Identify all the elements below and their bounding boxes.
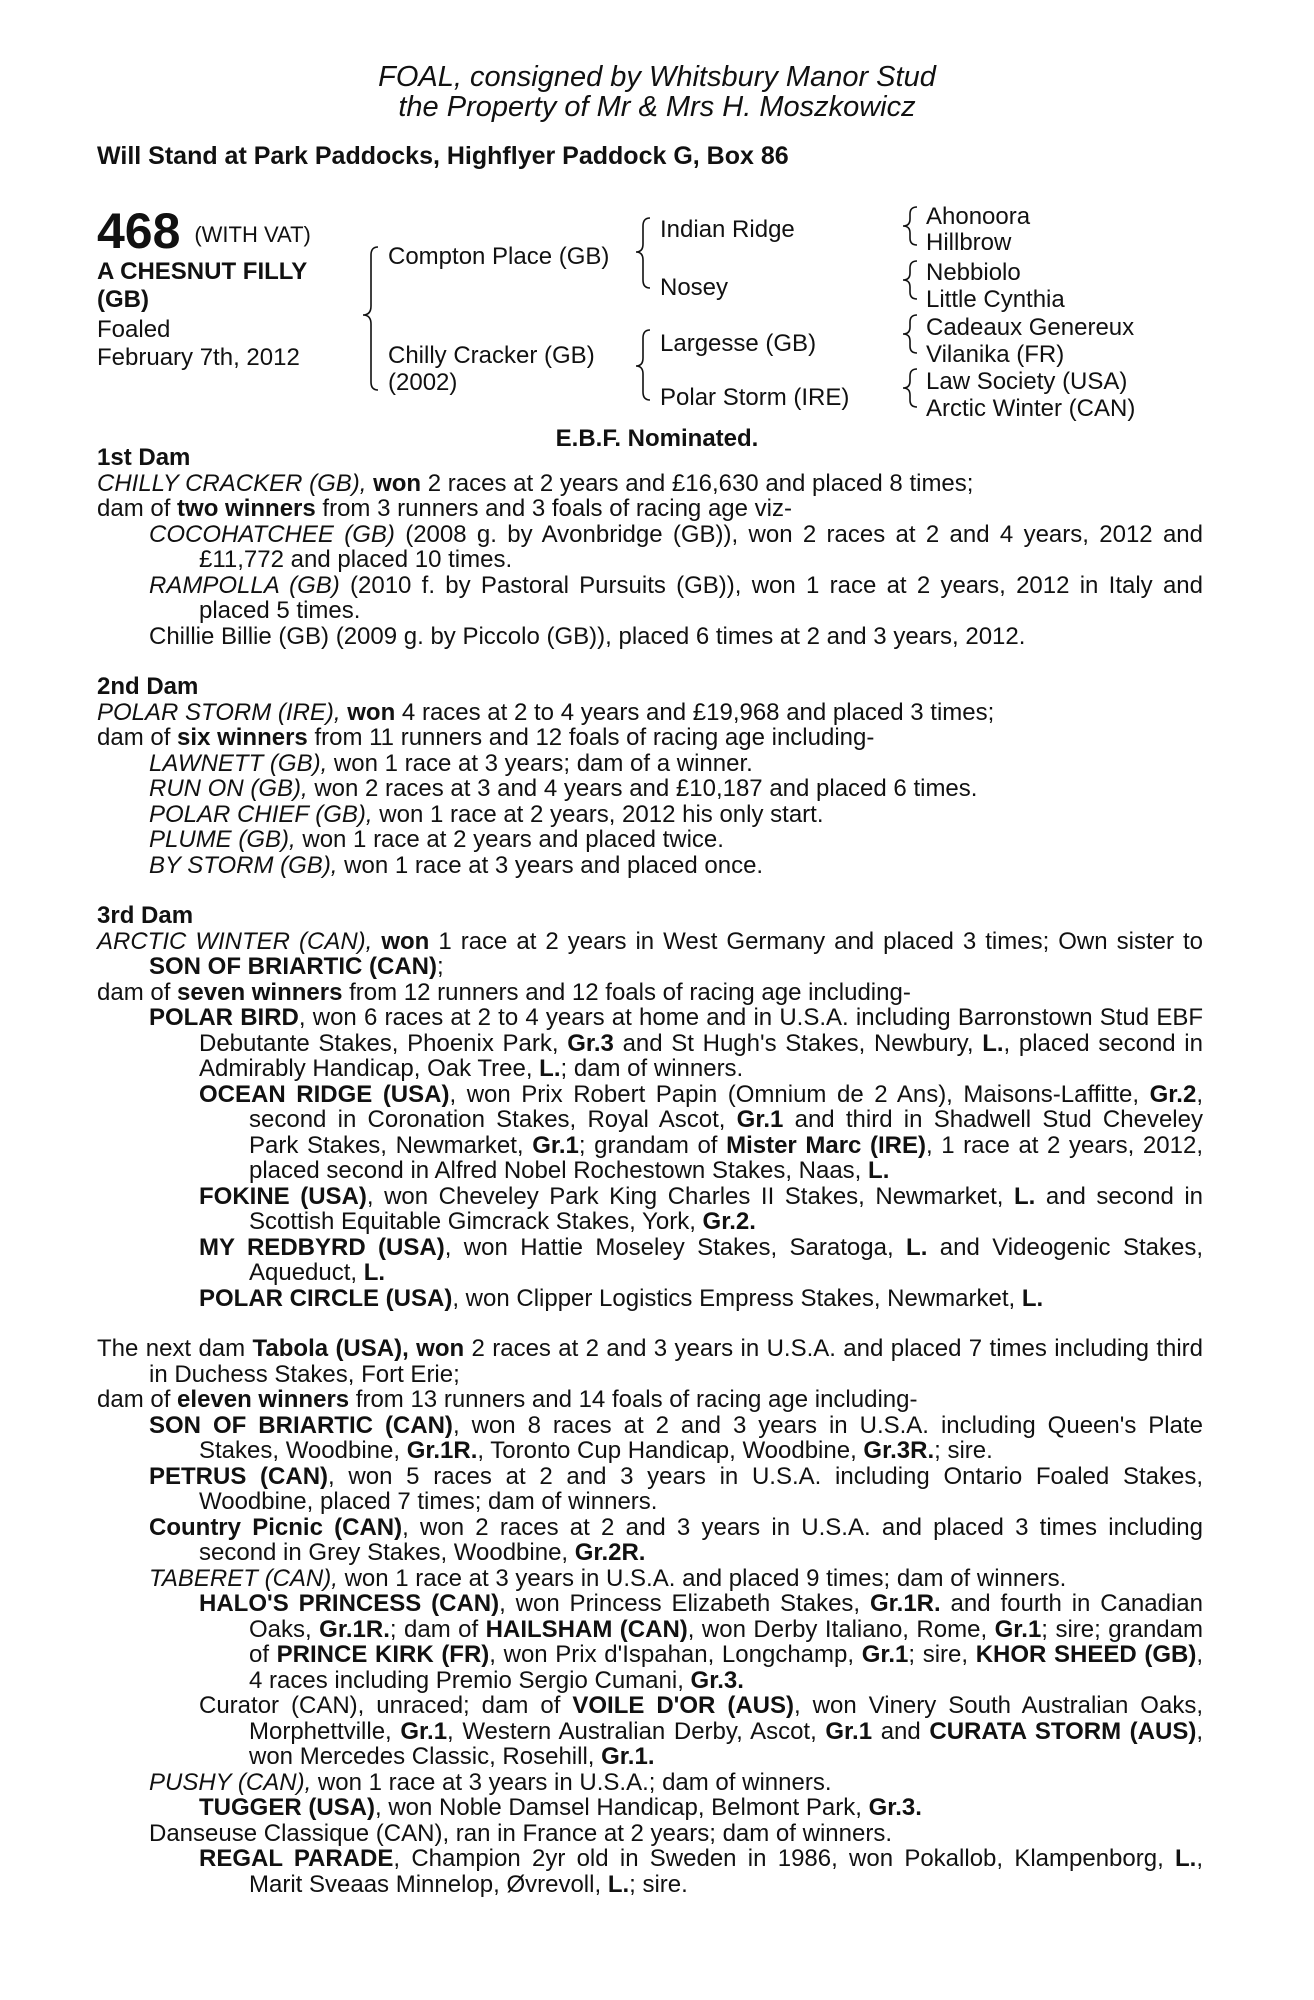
dam-sire: Largesse (GB) bbox=[660, 330, 817, 357]
vat-note: (WITH VAT) bbox=[194, 221, 311, 247]
produce-tugger: TUGGER (USA), won Noble Damsel Handicap, Belmont Park, Gr.3. bbox=[199, 1794, 922, 1821]
ggp-7: Law Society (USA) bbox=[926, 368, 1128, 395]
produce-halos-princess: HALO'S PRINCESS (CAN), won Princess Elizabeth Stakes, Gr.1R. and fourth in Canadian Oaks, Gr.1R.; dam of HAILSHAM (CAN), won Derby Italiano, Rome, Gr.1; sire; grandam of PRINCE KIRK (FR), won Prix d'Ispahan, Longchamp, Gr.1; sire, KHOR SHEED (GB), 4 races including Premio Sergio Cumani, Gr.3. bbox=[199, 1590, 1204, 1694]
produce-lawnett: LAWNETT (GB), won 1 race at 3 years; dam of a winner. bbox=[149, 749, 753, 777]
ggp-3: Nebbiolo bbox=[926, 259, 1021, 286]
produce-pushy: PUSHY (CAN), won 1 race at 3 years in U.S.A.; dam of winners. bbox=[149, 1768, 832, 1796]
produce-fokine: FOKINE (USA), won Cheveley Park King Charles II Stakes, Newmarket, L. and second in Scottish Equitable Gimcrack Stakes, York, Gr.2. bbox=[199, 1182, 1204, 1235]
first-dam-heading: 1st Dam bbox=[97, 444, 191, 471]
produce-plume: PLUME (GB), won 1 race at 2 years and placed twice. bbox=[149, 826, 724, 853]
dam: Chilly Cracker (GB) bbox=[388, 342, 595, 369]
produce-rampolla: RAMPOLLA (GB) (2010 f. by Pastoral Pursuits (GB)), won 1 race at 2 years, 2012 in Italy and placed 5 times. bbox=[149, 571, 1203, 624]
ebf-nominated: E.B.F. Nominated. bbox=[555, 425, 759, 452]
ggp-8: Arctic Winter (CAN) bbox=[926, 395, 1136, 422]
horse-description: A CHESNUT FILLY (GB) bbox=[97, 258, 308, 313]
third-dam-record: ARCTIC WINTER (CAN), won 1 race at 2 years in West Germany and placed 3 times; Own sister to SON OF BRIARTIC (CAN); bbox=[97, 927, 1203, 980]
foaled-info: Foaled February 7th, 2012 bbox=[97, 316, 300, 371]
first-dam-produce: dam of two winners from 3 runners and 3 foals of racing age viz- bbox=[97, 495, 792, 522]
second-dam-heading: 2nd Dam bbox=[97, 673, 199, 700]
produce-son-of-briartic: SON OF BRIARTIC (CAN), won 8 races at 2 and 3 years in U.S.A. including Queen's Plate Stakes, Woodbine, Gr.1R., Toronto Cup Handicap, Woodbine, Gr.3R.; sire. bbox=[149, 1411, 1204, 1464]
third-dam-heading: 3rd Dam bbox=[97, 902, 194, 929]
ggp-4: Little Cynthia bbox=[926, 286, 1065, 313]
consignor-line: FOAL, consigned by Whitsbury Manor Stud bbox=[378, 61, 936, 93]
produce-country-picnic: Country Picnic (CAN), won 2 races at 2 and 3 years in U.S.A. and placed 3 times including second in Grey Stakes, Woodbine, Gr.2R. bbox=[149, 1513, 1203, 1566]
sire: Compton Place (GB) bbox=[388, 243, 610, 270]
produce-regal-parade: REGAL PARADE, Champion 2yr old in Sweden in 1986, won Pokallob, Klampenborg, L., Marit Sveaas Minnelop, Øvrevoll, L.; sire. bbox=[199, 1845, 1204, 1898]
first-dam-record: CHILLY CRACKER (GB), won 2 races at 2 years and £16,630 and placed 8 times; bbox=[97, 469, 974, 497]
third-dam-produce: dam of seven winners from 12 runners and 12 foals of racing age including- bbox=[97, 978, 911, 1006]
produce-polar-chief: POLAR CHIEF (GB), won 1 race at 2 years, 2012 his only start. bbox=[149, 800, 824, 828]
dam-dam: Polar Storm (IRE) bbox=[660, 384, 850, 411]
ggp-6: Vilanika (FR) bbox=[926, 341, 1065, 368]
produce-record bbox=[97, 445, 1203, 1897]
produce-curator: Curator (CAN), unraced; dam of VOILE D'OR (AUS), won Vinery South Australian Oaks, Morphettville, Gr.1, Western Australian Derby, Ascot, Gr.1 and CURATA STORM (AUS), won Mercedes Classic, Rosehill, Gr.1. bbox=[199, 1692, 1204, 1770]
produce-taberet: TABERET (CAN), won 1 race at 3 years in U.S.A. and placed 9 times; dam of winners. bbox=[149, 1564, 1067, 1592]
sire-dam: Nosey bbox=[660, 274, 729, 301]
produce-danseuse-classique: Danseuse Classique (CAN), ran in France at 2 years; dam of winners. bbox=[149, 1819, 892, 1847]
lot-number: 468 (WITH VAT) bbox=[97, 203, 311, 259]
next-dam-produce: dam of eleven winners from 13 runners and 14 foals of racing age including- bbox=[97, 1386, 918, 1413]
produce-chillie-billie: Chillie Billie (GB) (2009 g. by Piccolo (GB)), placed 6 times at 2 and 3 years, 2012. bbox=[149, 622, 1026, 650]
next-dam-record: The next dam Tabola (USA), won 2 races at 2 and 3 years in U.S.A. and placed 7 times including third in Duchess Stakes, Fort Erie; bbox=[97, 1335, 1204, 1388]
produce-polar-circle: POLAR CIRCLE (USA), won Clipper Logistics Empress Stakes, Newmarket, L. bbox=[199, 1284, 1044, 1312]
produce-run-on: RUN ON (GB), won 2 races at 3 and 4 years and £10,187 and placed 6 times. bbox=[149, 775, 978, 802]
ggp-1: Ahonoora bbox=[926, 203, 1031, 230]
produce-by-storm: BY STORM (GB), won 1 race at 3 years and placed once. bbox=[149, 851, 764, 879]
produce-cocohatchee: COCOHATCHEE (GB) (2008 g. by Avonbridge (GB)), won 2 races at 2 and 4 years, 2012 and £11,772 and placed 10 times. bbox=[149, 520, 1203, 573]
second-dam-record: POLAR STORM (IRE), won 4 races at 2 to 4 years and £19,968 and placed 3 times; bbox=[97, 698, 995, 726]
produce-ocean-ridge: OCEAN RIDGE (USA), won Prix Robert Papin (Omnium de 2 Ans), Maisons-Laffitte, Gr.2, second in Coronation Stakes, Royal Ascot, Gr.1 and third in Shadwell Stud Cheveley Park Stakes, Newmarket, Gr.1; grandam of Mister Marc (IRE), 1 race at 2 years, 2012, placed second in Alfred Nobel Rochestown Stakes, Naas, L. bbox=[199, 1080, 1203, 1184]
sire-sire: Indian Ridge bbox=[660, 216, 795, 243]
produce-polar-bird: POLAR BIRD, won 6 races at 2 to 4 years at home and in U.S.A. including Barronstown Stud EBF Debutante Stakes, Phoenix Park, Gr.3 and St Hugh's Stakes, Newbury, L., placed second in Admirably Handicap, Oak Tree, L.; dam of winners. bbox=[149, 1004, 1203, 1082]
ggp-5: Cadeaux Genereux bbox=[926, 314, 1135, 341]
second-dam-produce: dam of six winners from 11 runners and 12 foals of racing age including- bbox=[97, 724, 875, 751]
produce-my-redbyrd: MY REDBYRD (USA), won Hattie Moseley Stakes, Saratoga, L. and Videogenic Stakes, Aqueduct, L. bbox=[199, 1233, 1203, 1286]
ggp-2: Hillbrow bbox=[926, 229, 1012, 256]
stand-location: Will Stand at Park Paddocks, Highflyer Paddock G, Box 86 bbox=[97, 142, 789, 170]
produce-petrus: PETRUS (CAN), won 5 races at 2 and 3 years in U.S.A. including Ontario Foaled Stakes, Woodbine, placed 7 times; dam of winners. bbox=[149, 1462, 1204, 1515]
owner-line: the Property of Mr & Mrs H. Moszkowicz bbox=[398, 91, 916, 123]
dam-year: (2002) bbox=[388, 369, 458, 396]
